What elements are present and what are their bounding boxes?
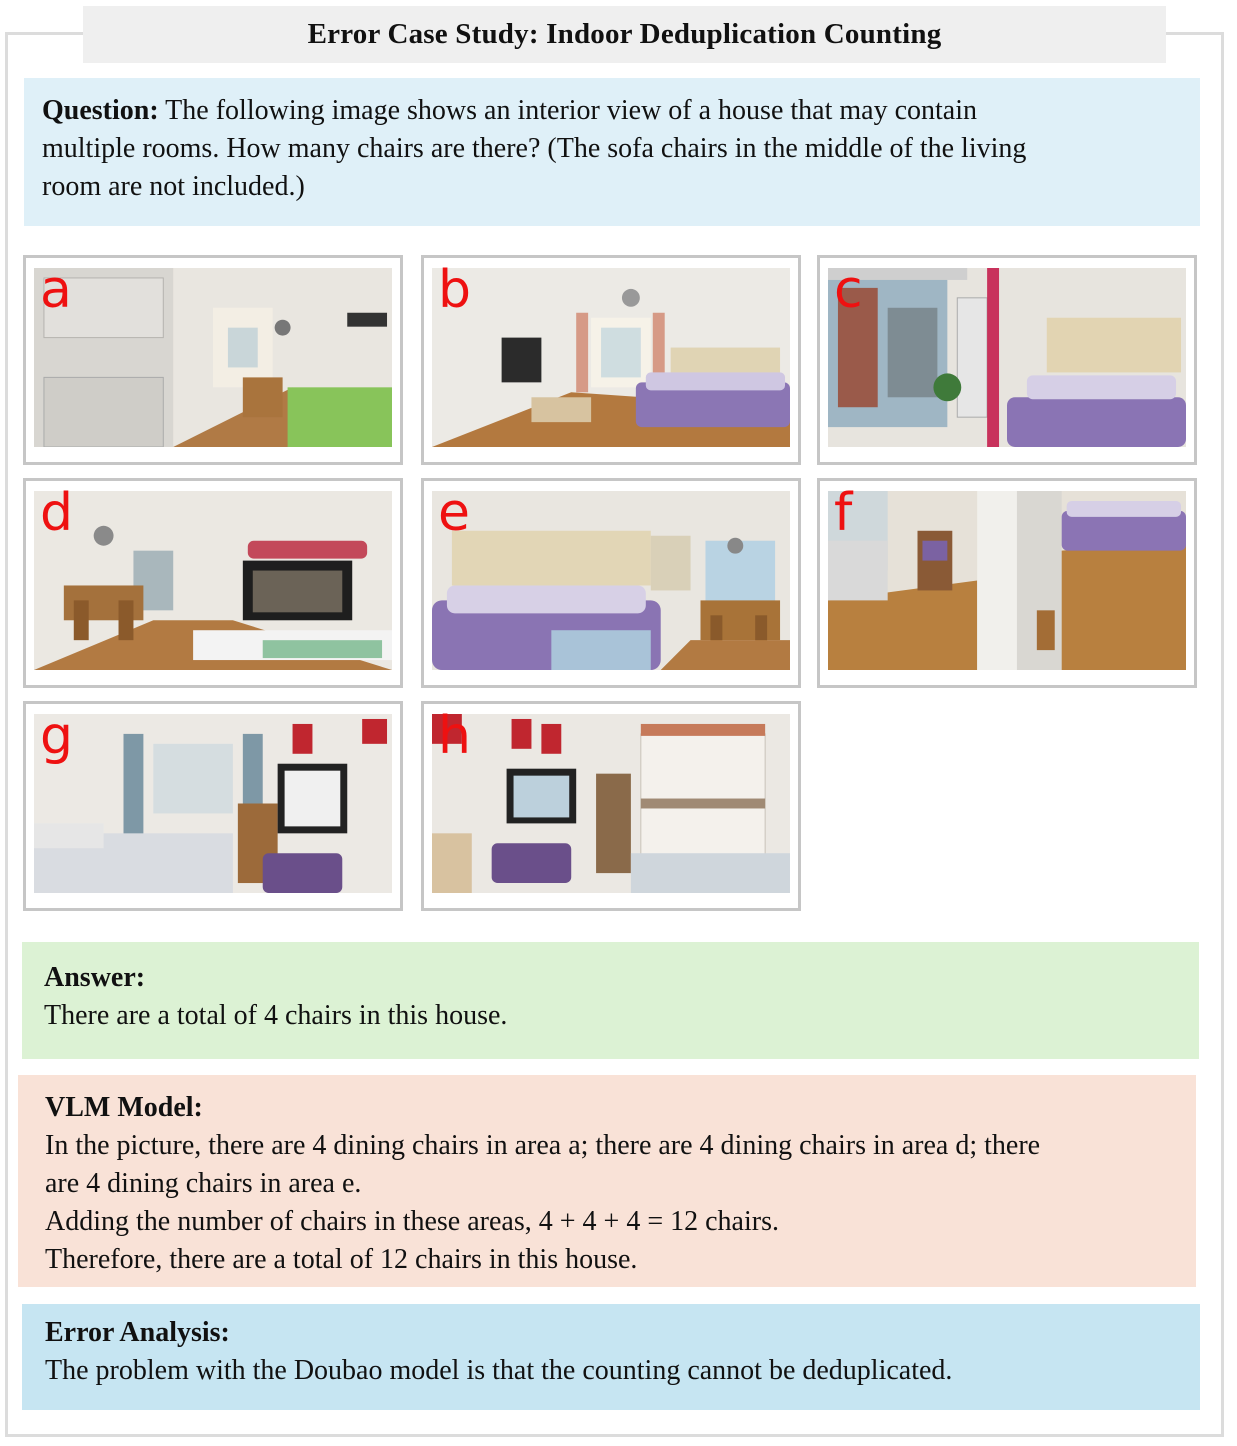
photo-d-label: d [40, 483, 74, 543]
photo-a [23, 255, 403, 465]
photo-h-image [432, 714, 790, 893]
photo-b-label: b [438, 260, 472, 320]
error-analysis-panel [22, 1304, 1200, 1410]
error-analysis-label: Error Analysis: [45, 1317, 230, 1348]
photo-c-image [828, 268, 1186, 447]
question-panel [24, 78, 1200, 226]
vlm-line-2: are 4 dining chairs in area e. [45, 1168, 362, 1199]
photo-e [421, 478, 801, 688]
photo-g-label: g [40, 706, 74, 766]
photo-a-label: a [40, 260, 72, 320]
photo-f [817, 478, 1197, 688]
photo-c-label: c [834, 260, 863, 320]
error-analysis-text: The problem with the Doubao model is that the counting cannot be deduplicated. [45, 1355, 953, 1386]
photo-e-label: e [438, 483, 470, 543]
photo-d-image [34, 491, 392, 670]
question-line-3: room are not included.) [42, 171, 305, 202]
vlm-line-1: In the picture, there are 4 dining chairs in area a; there are 4 dining chairs in area d; there [45, 1130, 1041, 1161]
photo-f-image [828, 491, 1186, 670]
question-line-2: multiple rooms. How many chairs are there? (The sofa chairs in the middle of the living [42, 133, 1027, 164]
vlm-line-4: Therefore, there are a total of 12 chairs in this house. [45, 1244, 638, 1275]
answer-text: There are a total of 4 chairs in this house. [44, 1000, 508, 1031]
photo-c [817, 255, 1197, 465]
photo-f-label: f [834, 483, 853, 543]
question-line-1: The following image shows an interior view of a house that may contain [158, 95, 977, 126]
photo-b-image [432, 268, 790, 447]
figure-title: Error Case Study: Indoor Deduplication Counting [83, 6, 1166, 63]
photo-d [23, 478, 403, 688]
photo-a-image [34, 268, 392, 447]
photo-g [23, 701, 403, 911]
vlm-label: VLM Model: [45, 1092, 203, 1123]
answer-panel [22, 942, 1199, 1059]
photo-e-image [432, 491, 790, 670]
photo-g-image [34, 714, 392, 893]
vlm-line-3: Adding the number of chairs in these areas, 4 + 4 + 4 = 12 chairs. [45, 1206, 779, 1237]
photo-b [421, 255, 801, 465]
answer-label: Answer: [44, 962, 146, 993]
photo-h-label: h [438, 706, 471, 766]
vlm-model-panel [18, 1075, 1196, 1287]
question-label: Question: [42, 95, 159, 126]
photo-h [421, 701, 801, 911]
